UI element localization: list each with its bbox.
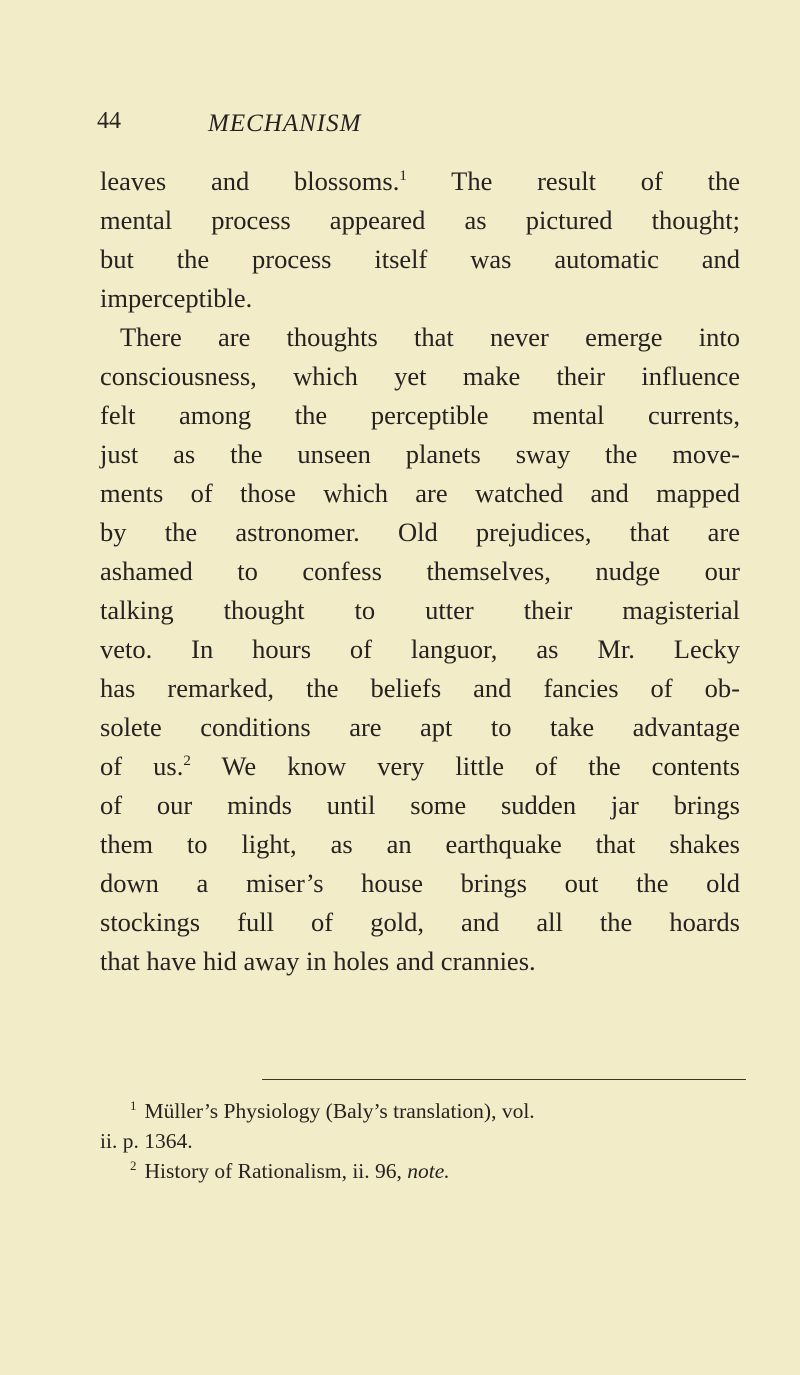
footnote-ref-2: 2: [183, 753, 191, 770]
text-line-20: stockings full of gold, and all the hoards: [100, 907, 740, 937]
text-line-12: talking thought to utter their magisterial: [100, 595, 740, 625]
text-line-7: felt among the perceptible mental currents,: [100, 400, 740, 430]
footnote-number-2: 2: [130, 1157, 137, 1173]
text-line-11: ashamed to confess themselves, nudge our: [100, 556, 740, 586]
text-line-18: them to light, as an earthquake that shakes: [100, 829, 740, 859]
text-line-16: of us.$^2$ We know very little of the contents: [100, 751, 740, 781]
footnotes: [100, 1096, 745, 1186]
footnote-2: $^2$ History of Rationalism, ii. 96, note.: [130, 1157, 450, 1183]
page-number: 44: [97, 108, 121, 134]
text-line-19: down a miser’s house brings out the old: [100, 868, 740, 898]
footnote-1: $^1$ Müller’s Physiology (Baly’s translation), vol.: [130, 1097, 535, 1123]
text-line-13: veto. In hours of languor, as Mr. Lecky: [100, 634, 740, 664]
footnote-ref-1: 1: [399, 168, 407, 185]
body-text: [100, 162, 740, 981]
text-line-6: consciousness, which yet make their influence: [100, 361, 740, 391]
text-line-10: by the astronomer. Old prejudices, that are: [100, 517, 740, 547]
text-line-4: imperceptible.: [100, 283, 253, 313]
footnote-number-1: 1: [130, 1097, 137, 1113]
text-line-14: has remarked, the beliefs and fancies of ob-: [100, 673, 740, 703]
text-line-21: that have hid away in holes and crannies.: [100, 946, 536, 976]
text-line-15: solete conditions are apt to take advantage: [100, 712, 740, 742]
footnote-divider: [262, 1079, 746, 1080]
text-line-2: mental process appeared as pictured thought;: [100, 205, 740, 235]
text-line-9: ments of those which are watched and mapped: [100, 478, 740, 508]
text-line-5: There are thoughts that never emerge into: [120, 322, 740, 352]
running-title: MECHANISM: [208, 110, 362, 137]
footnote-1-continued: ii. p. 1364.: [100, 1129, 193, 1153]
text-line-1: leaves and blossoms.$^1$ The result of the: [100, 166, 740, 196]
text-line-3: but the process itself was automatic and: [100, 244, 740, 274]
text-line-8: just as the unseen planets sway the move-: [100, 439, 740, 469]
text-line-17: of our minds until some sudden jar brings: [100, 790, 740, 820]
